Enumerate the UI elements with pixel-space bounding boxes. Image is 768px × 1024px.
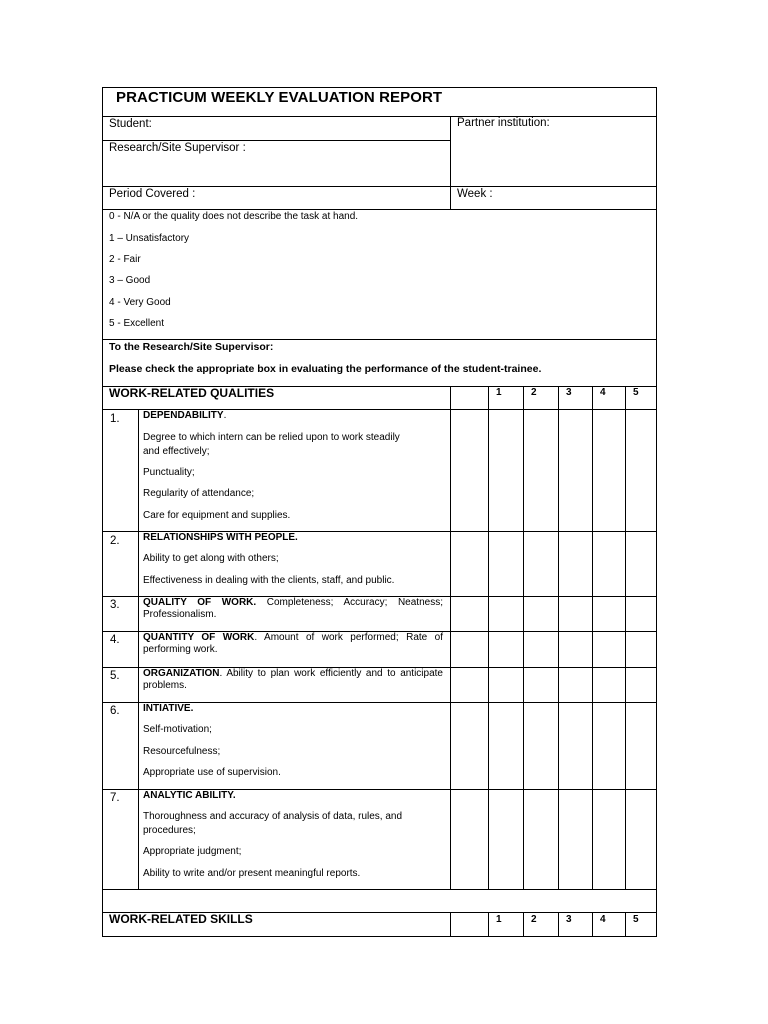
rating-cell[interactable] — [559, 668, 592, 702]
item-description: QUALITY OF WORK. Completeness; Accuracy; Neatness; Professionalism. — [143, 597, 443, 620]
border-bottom — [102, 936, 657, 937]
rating-cell[interactable] — [626, 632, 656, 667]
column-header: 3 — [566, 914, 572, 925]
divider — [102, 339, 657, 340]
grid-col-divider — [488, 912, 489, 937]
rating-cell[interactable] — [593, 410, 625, 531]
divider — [102, 140, 450, 141]
rating-cell[interactable] — [559, 597, 592, 631]
grid-col-divider — [625, 912, 626, 937]
rating-cell[interactable] — [489, 703, 523, 789]
instructions-recipient: To the Research/Site Supervisor: — [109, 341, 274, 353]
row-divider — [102, 889, 657, 890]
item-detail: Resourcefulness; — [143, 746, 221, 757]
border-top — [102, 87, 657, 88]
item-detail: Appropriate judgment; — [143, 846, 242, 857]
column-header: 2 — [531, 914, 537, 925]
item-detail: Self-motivation; — [143, 724, 212, 735]
rating-cell[interactable] — [593, 632, 625, 667]
rating-cell[interactable] — [559, 790, 592, 889]
rating-cell[interactable] — [489, 632, 523, 667]
number-col-divider — [138, 409, 139, 890]
rating-cell[interactable] — [593, 790, 625, 889]
scale-item: 2 - Fair — [109, 254, 141, 265]
rating-cell[interactable] — [524, 632, 558, 667]
item-title: DEPENDABILITY. — [143, 410, 227, 421]
week-label[interactable]: Week : — [457, 188, 493, 200]
item-detail: procedures; — [143, 825, 196, 836]
column-header: 1 — [496, 914, 502, 925]
item-number: 7. — [110, 792, 120, 804]
item-number: 6. — [110, 705, 120, 717]
rating-cell[interactable] — [593, 703, 625, 789]
qualities-heading: WORK-RELATED QUALITIES — [109, 386, 275, 400]
item-detail: and effectively; — [143, 446, 210, 457]
rating-cell[interactable] — [626, 790, 656, 889]
grid-col-divider — [450, 912, 451, 937]
item-title: INTIATIVE. — [143, 703, 194, 714]
divider — [102, 186, 657, 187]
rating-cell[interactable] — [524, 703, 558, 789]
scale-item: 1 – Unsatisfactory — [109, 233, 190, 244]
item-title: RELATIONSHIPS WITH PEOPLE. — [143, 532, 298, 543]
rating-cell[interactable] — [626, 668, 656, 702]
rating-cell[interactable] — [489, 790, 523, 889]
scale-item: 0 - N/A or the quality does not describe the task at hand. — [109, 211, 359, 222]
divider — [102, 209, 657, 210]
grid-col-divider — [592, 912, 593, 937]
rating-cell[interactable] — [626, 597, 656, 631]
instructions-text: Please check the appropriate box in evaluating the performance of the student-trainee. — [109, 363, 542, 375]
item-detail: Effectiveness in dealing with the clients, staff, and public. — [143, 575, 395, 586]
item-detail: Regularity of attendance; — [143, 488, 255, 499]
rating-cell[interactable] — [489, 668, 523, 702]
item-number: 1. — [110, 413, 120, 425]
rating-cell[interactable] — [559, 532, 592, 596]
border-left — [102, 87, 103, 937]
column-header: 1 — [496, 387, 502, 398]
rating-cell[interactable] — [559, 632, 592, 667]
item-title: ANALYTIC ABILITY. — [143, 790, 236, 801]
rating-cell[interactable] — [489, 532, 523, 596]
rating-cell[interactable] — [593, 597, 625, 631]
item-description: ORGANIZATION. Ability to plan work efficiently and to anticipate problems. — [143, 668, 443, 691]
column-header: 2 — [531, 387, 537, 398]
item-detail: Care for equipment and supplies. — [143, 510, 291, 521]
column-header: 4 — [600, 914, 606, 925]
border-right — [656, 87, 657, 937]
rating-cell[interactable] — [524, 532, 558, 596]
column-header: 5 — [633, 387, 639, 398]
rating-cell[interactable] — [559, 703, 592, 789]
rating-cell[interactable] — [593, 532, 625, 596]
supervisor-label[interactable]: Research/Site Supervisor : — [109, 142, 246, 154]
column-header: 3 — [566, 387, 572, 398]
rating-cell[interactable] — [524, 668, 558, 702]
column-header: 4 — [600, 387, 606, 398]
rating-cell[interactable] — [489, 410, 523, 531]
item-description: QUANTITY OF WORK. Amount of work performed; Rate of performing work. — [143, 632, 444, 655]
scale-item: 5 - Excellent — [109, 318, 165, 329]
rating-cell[interactable] — [524, 790, 558, 889]
item-number: 2. — [110, 535, 120, 547]
grid-col-divider — [558, 912, 559, 937]
rating-cell[interactable] — [524, 410, 558, 531]
column-header: 5 — [633, 914, 639, 925]
rating-cell[interactable] — [626, 703, 656, 789]
student-label[interactable]: Student: — [109, 118, 152, 130]
rating-cell[interactable] — [524, 597, 558, 631]
grid-col-divider — [523, 912, 524, 937]
grid-col-divider — [450, 386, 451, 890]
scale-item: 4 - Very Good — [109, 297, 171, 308]
item-detail: Thoroughness and accuracy of analysis of data, rules, and — [143, 811, 403, 822]
period-covered-label[interactable]: Period Covered : — [109, 188, 196, 200]
item-detail: Punctuality; — [143, 467, 195, 478]
rating-cell[interactable] — [489, 597, 523, 631]
rating-cell[interactable] — [626, 532, 656, 596]
scale-item: 3 – Good — [109, 275, 151, 286]
divider — [450, 116, 451, 210]
rating-cell[interactable] — [626, 410, 656, 531]
rating-cell[interactable] — [593, 668, 625, 702]
item-detail: Appropriate use of supervision. — [143, 767, 281, 778]
item-detail: Degree to which intern can be relied upon to work steadily — [143, 432, 400, 443]
partner-institution-label[interactable]: Partner institution: — [457, 117, 550, 129]
form-title: PRACTICUM WEEKLY EVALUATION REPORT — [116, 89, 443, 106]
item-number: 5. — [110, 670, 120, 682]
evaluation-form — [102, 87, 657, 937]
divider — [102, 116, 657, 117]
item-detail: Ability to get along with others; — [143, 553, 279, 564]
item-number: 4. — [110, 634, 120, 646]
item-number: 3. — [110, 599, 120, 611]
item-detail: Ability to write and/or present meaningful reports. — [143, 868, 361, 879]
rating-cell[interactable] — [559, 410, 592, 531]
skills-heading: WORK-RELATED SKILLS — [109, 912, 253, 926]
